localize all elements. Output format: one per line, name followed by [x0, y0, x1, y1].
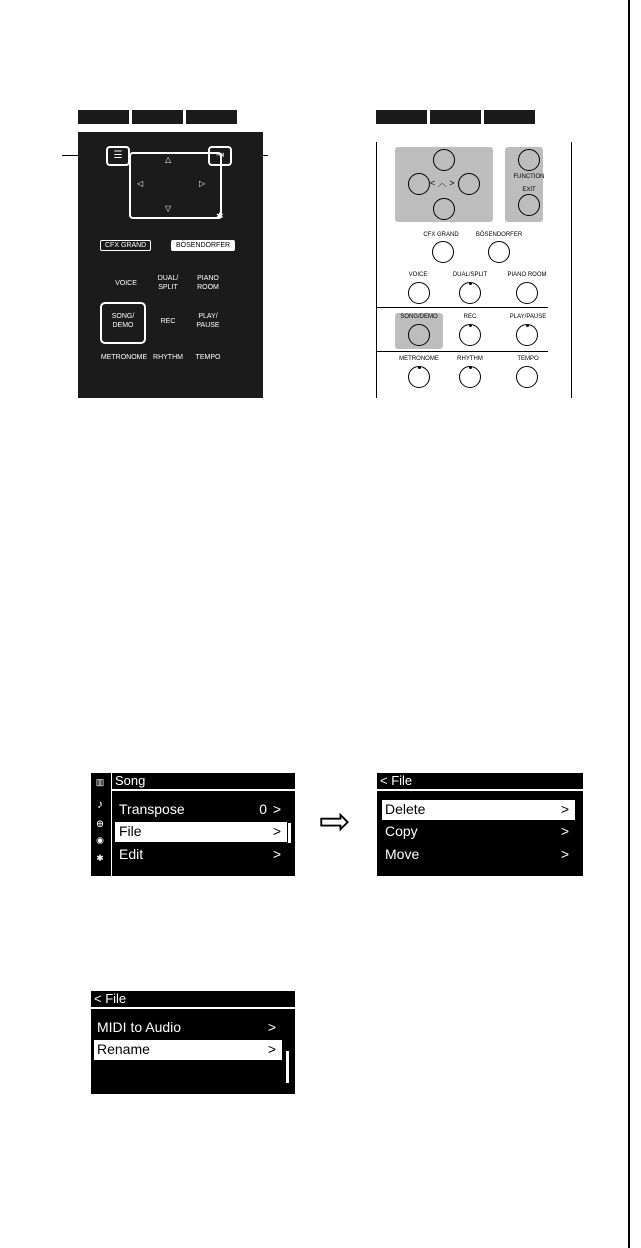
screen-title: Song [112, 773, 295, 791]
bluetooth-icon: ✱ [216, 211, 224, 221]
metronome-label[interactable]: METRONOME [100, 354, 148, 361]
menu-item-file[interactable] [115, 822, 287, 842]
dual-split-label: DUAL/SPLIT [452, 272, 488, 278]
menu-item-label: Move [385, 846, 420, 862]
dual-split-label[interactable]: DUAL/ SPLIT [157, 275, 179, 291]
cursor-down-button[interactable] [433, 198, 455, 220]
menu-item-delete[interactable] [382, 800, 575, 820]
menu-item-rename[interactable] [94, 1040, 282, 1060]
rhythm-button[interactable] [459, 366, 481, 388]
cursor-right-button[interactable] [458, 173, 480, 195]
voice-button[interactable] [408, 282, 430, 304]
cfx-grand-label: CFX GRAND [423, 232, 459, 238]
metronome-icon: Ꚛ [96, 819, 104, 829]
tempo-button[interactable] [516, 366, 538, 388]
rec-label[interactable]: REC [160, 318, 176, 325]
left-header-tabs [78, 110, 237, 124]
icon-sidebar [91, 773, 110, 876]
song-demo-label[interactable]: SONG/ DEMO [111, 313, 135, 329]
chevron-right-icon: > [560, 846, 569, 862]
chevron-right-icon: > [267, 1019, 276, 1035]
header-tab [484, 110, 535, 124]
menu-item-label: Rename [97, 1041, 150, 1057]
voice-label[interactable]: VOICE [115, 280, 137, 287]
menu-item-midi-to-audio[interactable] [94, 1018, 282, 1038]
menu-item-label: Copy [385, 823, 418, 839]
function-label: FUNCTION [513, 174, 545, 180]
control-panel-dark [78, 132, 263, 398]
tempo-label[interactable]: TEMPO [195, 354, 221, 361]
play-pause-label[interactable]: PLAY/ PAUSE [196, 313, 220, 329]
menu-item-value: 0 [259, 801, 267, 817]
menu-item-label: Delete [385, 801, 426, 817]
chevron-right-icon: > [560, 801, 569, 817]
page-edge-line [628, 0, 630, 1248]
tempo-label: TEMPO [517, 356, 539, 362]
header-tab [376, 110, 427, 124]
cursor-up-icon[interactable]: △ [165, 155, 172, 164]
exit-button[interactable] [518, 194, 540, 216]
rec-button[interactable] [459, 324, 481, 346]
rhythm-label: RHYTHM [457, 356, 483, 362]
bosendorfer-label: BÖSENDORFER [171, 240, 235, 251]
piano-room-label[interactable]: PIANO ROOM [197, 275, 219, 291]
rhythm-label[interactable]: RHYTHM [153, 354, 183, 361]
chevron-right-icon: > [560, 823, 569, 839]
metronome-button[interactable] [408, 366, 430, 388]
menu-item-label: File [119, 823, 142, 839]
file-menu-screen-scrolled [91, 991, 295, 1094]
right-header-tabs [376, 110, 535, 124]
screen-title: < File [377, 773, 583, 791]
next-arrow-icon: ⇨ [319, 801, 351, 843]
voice-label: VOICE [408, 272, 428, 278]
play-pause-label: PLAY/PAUSE [509, 314, 547, 320]
function-button[interactable] [518, 149, 540, 171]
exit-label: EXIT [522, 187, 536, 193]
metronome-label: METRONOME [399, 356, 439, 362]
play-pause-button[interactable] [516, 324, 538, 346]
song-menu-screen [91, 773, 295, 876]
menu-item-label: Edit [119, 846, 144, 862]
exit-icon-button[interactable]: ⇥ [208, 146, 232, 166]
cursor-pad [129, 152, 222, 219]
divider-line [376, 351, 548, 352]
cursor-left-icon[interactable]: ◁ [137, 179, 144, 188]
cfx-grand-label: CFX GRAND [100, 240, 151, 251]
control-panel-line [376, 132, 571, 398]
cursor-up-button[interactable] [433, 149, 455, 171]
chevron-right-icon: > [267, 1041, 276, 1057]
song-demo-button[interactable] [408, 324, 430, 346]
header-tab [186, 110, 237, 124]
bosendorfer-label: BÖSENDORFER [475, 232, 523, 238]
menu-item-label: MIDI to Audio [97, 1019, 182, 1035]
cursor-down-icon[interactable]: ▽ [165, 204, 172, 213]
menu-icon-button[interactable]: ☰ [106, 146, 130, 166]
rec-label: REC [463, 314, 477, 320]
menu-item-move[interactable] [382, 845, 575, 865]
panel-border-left [376, 142, 377, 398]
song-demo-label: SONG/DEMO [400, 314, 438, 320]
screen-title: < File [91, 991, 295, 1009]
cfx-grand-button[interactable] [432, 241, 454, 263]
chevron-right-icon: > [272, 823, 281, 839]
bluetooth-icon: ✱ [96, 853, 104, 863]
header-tab [78, 110, 129, 124]
panel-border-right [571, 142, 572, 398]
header-tab [132, 110, 183, 124]
cursor-right-icon[interactable]: ▷ [199, 179, 206, 188]
record-icon: ◉ [96, 835, 104, 845]
header-tab [430, 110, 481, 124]
menu-item-edit[interactable] [115, 845, 287, 865]
menu-item-label: Transpose [119, 801, 185, 817]
divider-line [376, 307, 548, 308]
scrollbar[interactable] [286, 1051, 289, 1083]
piano-icon: ▥ [95, 777, 105, 787]
cursor-arrows-icon: < ︿ > [430, 178, 455, 188]
chevron-right-icon: > [272, 846, 281, 862]
bosendorfer-button[interactable] [488, 241, 510, 263]
music-note-icon: ♪ [97, 797, 103, 811]
piano-room-label: PIANO ROOM [507, 272, 547, 278]
menu-item-copy[interactable] [382, 822, 575, 842]
file-menu-screen [377, 773, 583, 876]
dual-split-button[interactable] [459, 282, 481, 304]
scrollbar[interactable] [288, 823, 291, 843]
piano-room-button[interactable] [516, 282, 538, 304]
chevron-right-icon: > [272, 801, 281, 817]
menu-item-transpose[interactable] [115, 800, 287, 820]
cursor-left-button[interactable] [408, 173, 430, 195]
